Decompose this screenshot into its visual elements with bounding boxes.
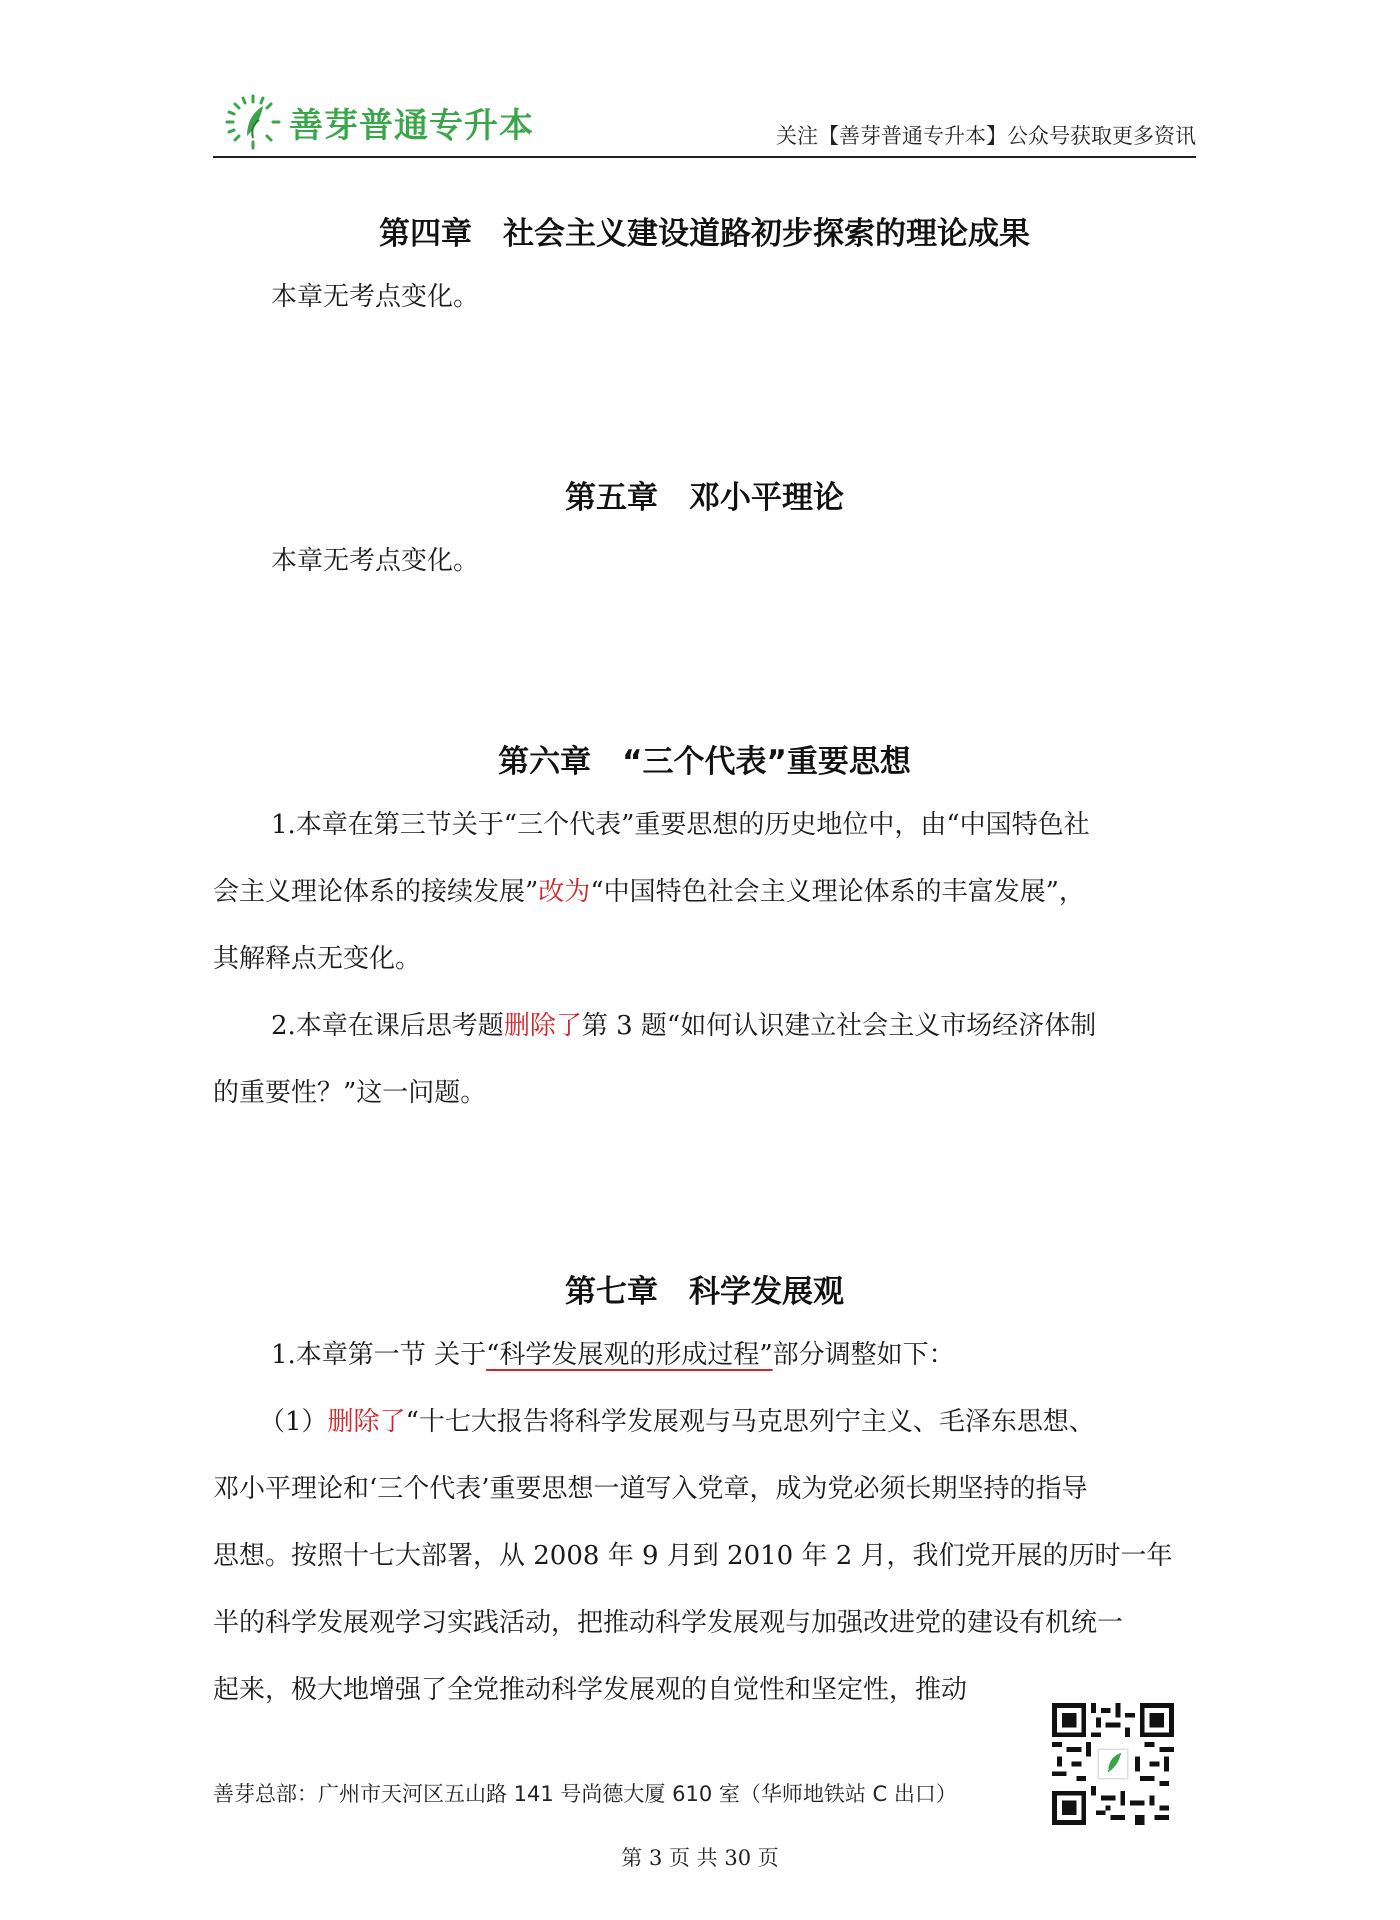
chapter-7-p2-prefix: （1） (259, 1407, 328, 1437)
logo-text: 善芽普通专升本 (289, 105, 534, 146)
chapter-7-p1-underlined-topic: “科学发展观的形成过程” (486, 1340, 773, 1370)
chapter-7-paragraph-1 (213, 1322, 1198, 1389)
chapter-6-p2-deleted-mark: 删除了 (503, 1011, 582, 1041)
sprout-logo-icon (223, 92, 283, 152)
chapter-6-p1-l2-text-b: “中国特色社会主义理论体系的丰富发展”， (590, 877, 1085, 907)
chapter-7-p2-line-4: 半的科学发展观学习实践活动，把推动科学发展观与加强改进党的建设有机统一 (213, 1608, 1124, 1638)
header-note: 关注【善芽普通专升本】公众号获取更多资讯 (776, 124, 1196, 148)
chapter-6-p1-l2-text-a: 会主义理论体系的接续发展” (213, 877, 539, 907)
chapter-6-p2-line-1 (213, 993, 1198, 1060)
chapter-6-p1-line-2 (213, 859, 1198, 926)
chapter-6-p1-changed-mark: 改为 (538, 877, 591, 907)
chapter-6-paragraph-1 (213, 792, 1198, 993)
chapter-6-p2-line-2: 的重要性？”这一问题。 (213, 1078, 487, 1108)
chapter-7-p2-deleted-mark: 删除了 (327, 1407, 406, 1437)
chapter-6-p1-line-1: 1.本章在第三节关于“三个代表”重要思想的历史地位中，由“中国特色社 (271, 810, 1090, 840)
chapter-7-p2-line-2: 邓小平理论和‘三个代表’重要思想一道写入党章，成为党必须长期坚持的指导 (213, 1474, 1088, 1504)
chapter-6-p2-l1-text-a: 2.本章在课后思考题 (271, 1011, 504, 1041)
chapter-5-body (213, 528, 1198, 595)
chapter-6-p2-l1-text-b: 第 3 题“如何认识建立社会主义市场经济体制 (581, 1011, 1097, 1041)
page-header (213, 84, 1196, 158)
chapter-4-title: 第四章 社会主义建设道路初步探索的理论成果 (379, 216, 1030, 252)
chapter-5-title: 第五章 邓小平理论 (565, 480, 844, 516)
chapter-7-p2-line-3: 思想。按照十七大部署，从 2008 年 9 月到 2010 年 2 月，我们党开展的历时一年 (213, 1541, 1173, 1571)
chapter-5-body-text: 本章无考点变化。 (271, 546, 480, 576)
chapter-7-p1-text-b: 部分调整如下： (772, 1340, 955, 1370)
chapter-7-p1-text-a: 1.本章第一节 关于 (271, 1340, 487, 1370)
chapter-7-p2-line-1 (213, 1389, 1198, 1456)
chapter-6-paragraph-2 (213, 993, 1198, 1127)
chapter-7-title: 第七章 科学发展观 (565, 1274, 844, 1310)
chapter-4-body (213, 264, 1198, 331)
chapter-4-body-text: 本章无考点变化。 (271, 282, 480, 312)
qr-code-icon (1052, 1703, 1174, 1825)
chapter-7-p2-line-5: 起来，极大地增强了全党推动科学发展观的自觉性和坚定性，推动 (213, 1675, 968, 1705)
footer-address: 善芽总部：广州市天河区五山路 141 号尚德大厦 610 室（华师地铁站 C 出口） (213, 1782, 957, 1806)
chapter-6-title: 第六章 “三个代表”重要思想 (498, 744, 911, 780)
chapter-7-p2-l1-text: “十七大报告将科学发展观与马克思列宁主义、毛泽东思想、 (405, 1407, 1095, 1437)
logo (223, 92, 534, 152)
chapter-6-p1-line-3: 其解释点无变化。 (213, 944, 422, 974)
chapter-7-paragraph-2 (213, 1389, 1198, 1724)
page-number: 第 3 页 共 30 页 (621, 1846, 779, 1870)
chapter-7-p1-line (213, 1322, 1198, 1389)
